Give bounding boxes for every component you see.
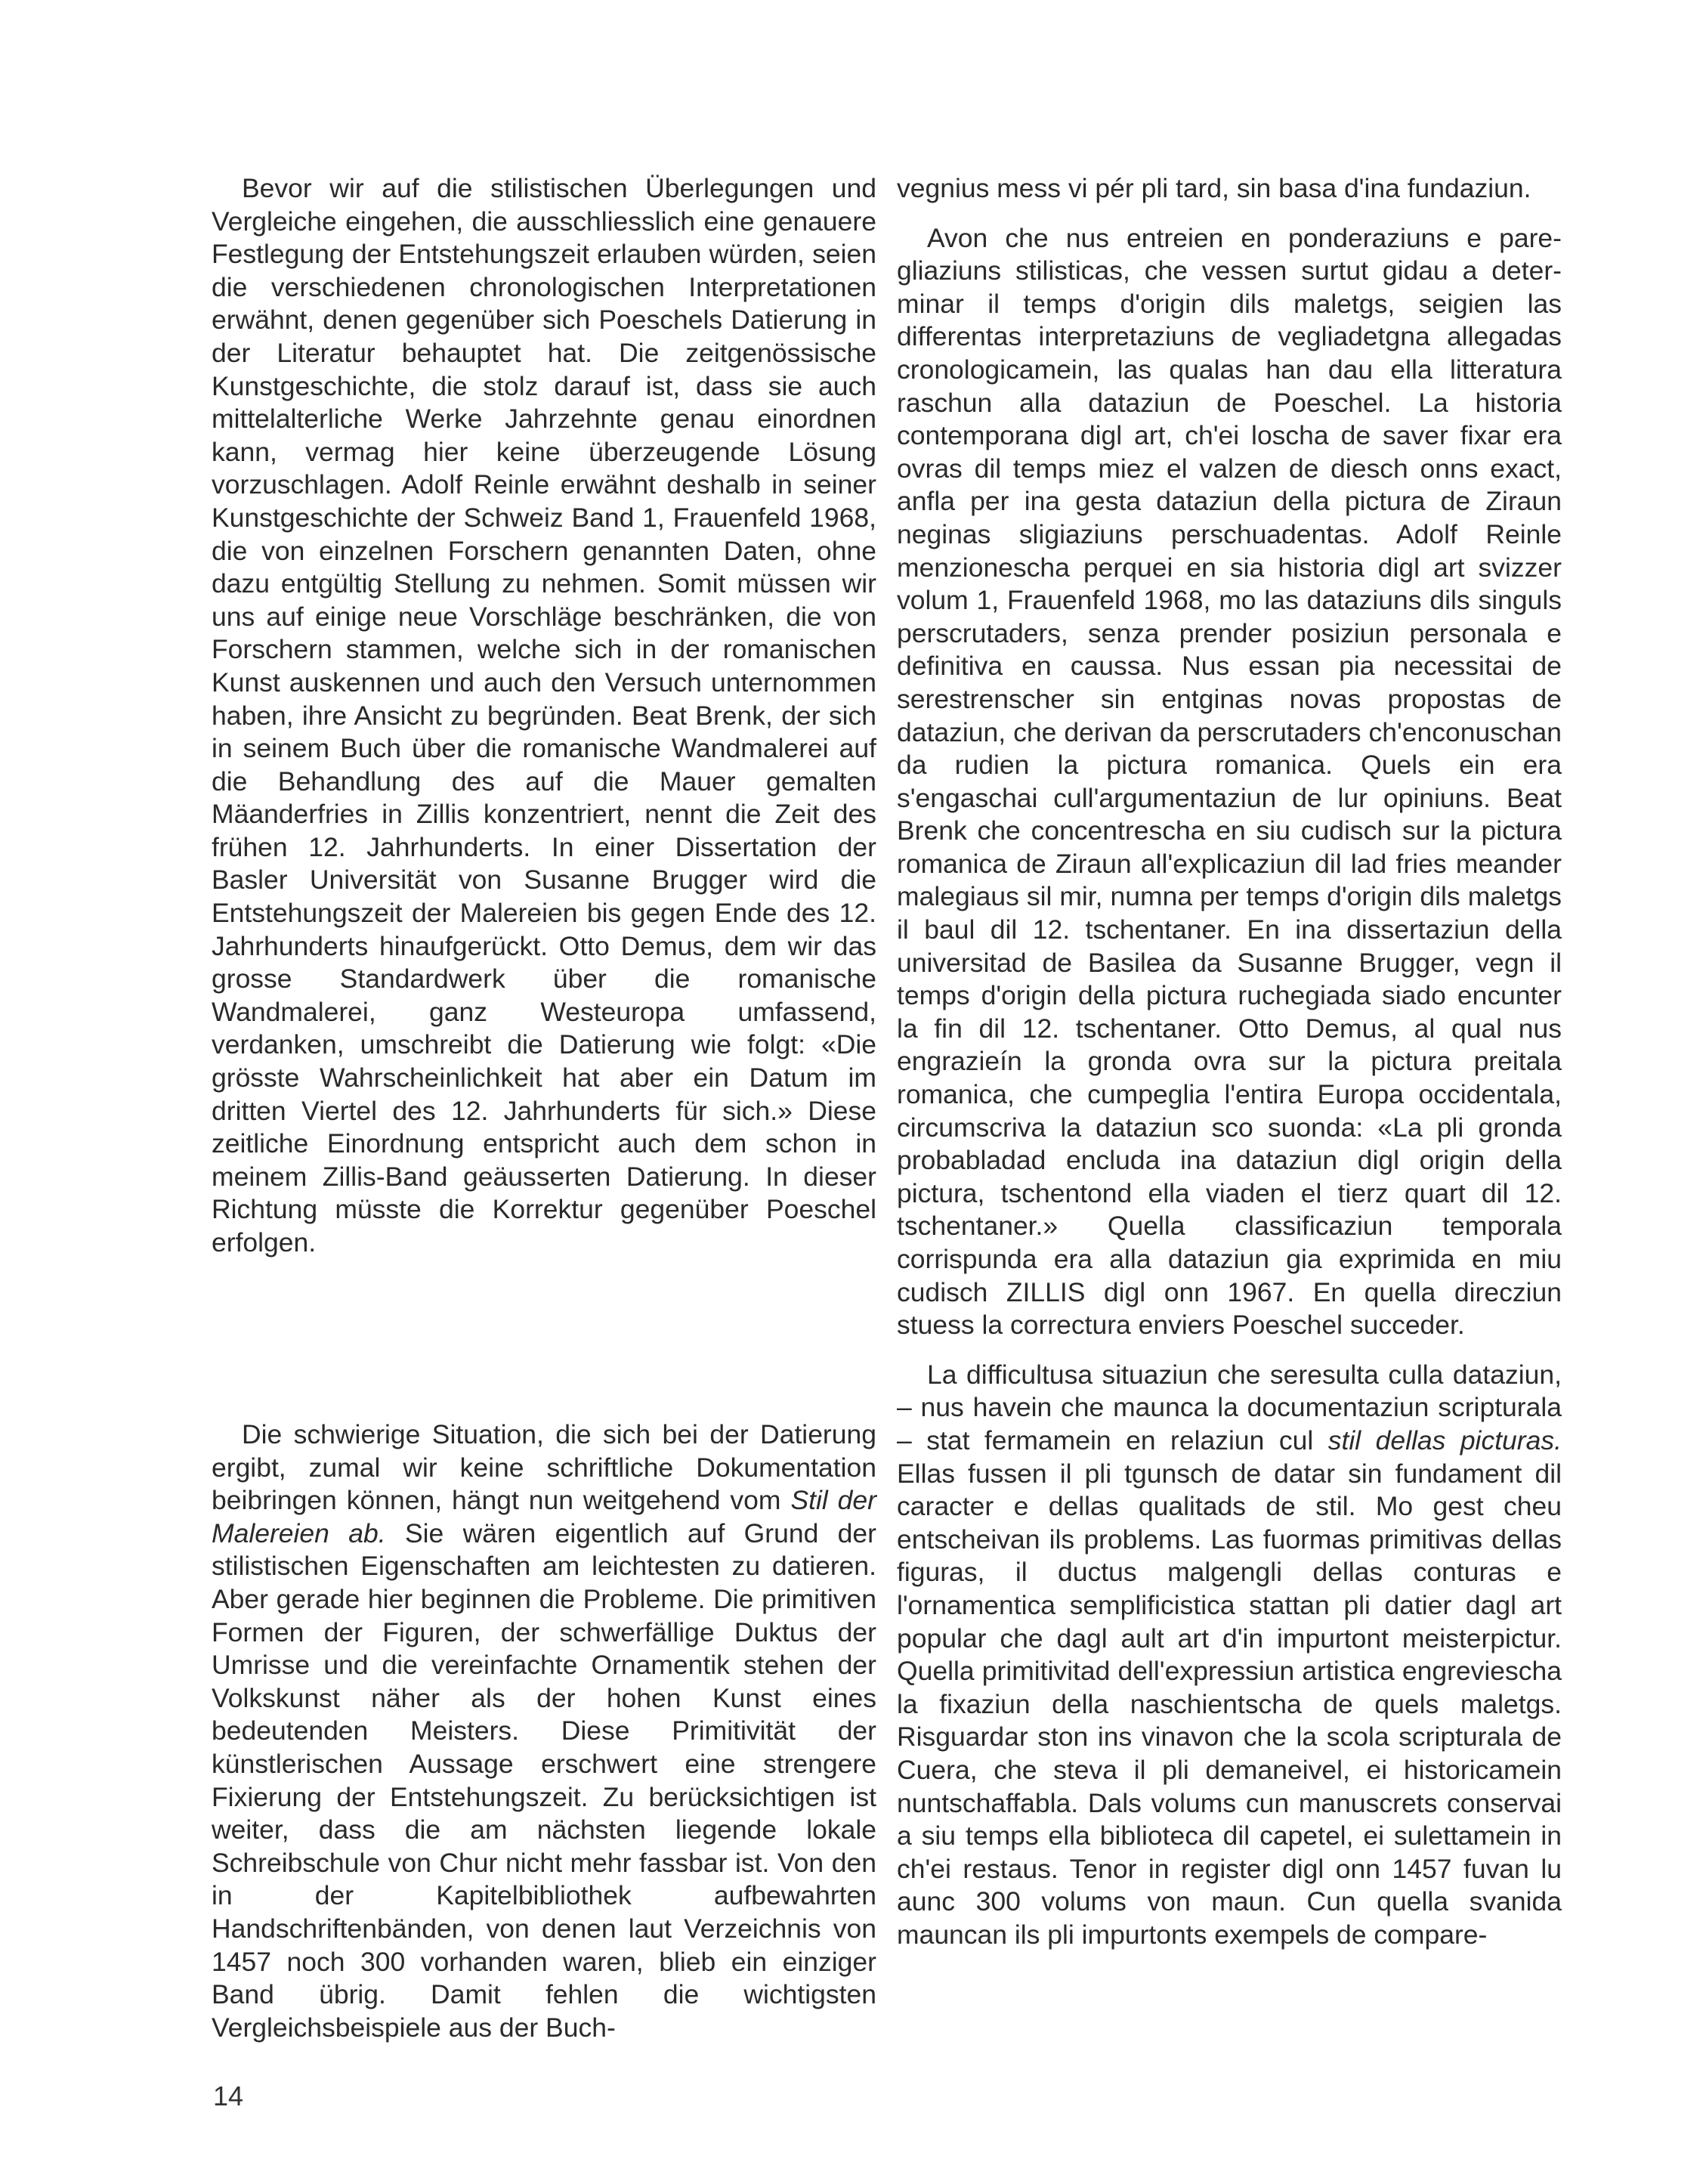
german-paragraph-2-end: Sie wären eigentlich auf Grund der stilistischen Eigenschaften am leichtesten zu datieren. Aber gerade hier beginnen die Probleme. Die primitiven Formen der Figuren, der schwerfällige Duktus der Umrisse und die vereinfachte Ornamentik stehen der Volkskunst näher als der hohen Kunst eines bedeutenden Meisters. Diese Primitivität der künstlerischen Aussage erschwert eine strengere Fixierung der Entstehungszeit. Zu berücksichtigen ist weiter, dass die am nächsten liegende lokale Schreibschule von Chur nicht mehr fassbar ist. Von den in der Kapitelbibliothek aufbewahrten Handschriftenbänden, von denen laut Verzeichnis von 1457 noch 300 vorhanden waren, blieb ein einziger Band übrig. Damit fehlen die wichtigsten Vergleichsbeispiele aus der Buch-: [212, 1517, 876, 2043]
romansh-paragraph-2-start: La difficultusa situaziun che seresulta culla dataziun, – nus havein che maunca la documentaziun scripturala – stat fermamein en relaziun cul: [897, 1359, 1562, 1455]
romansh-paragraph-2-end: Ellas fussen il pli tgunsch de datar sin fundament dil caracter e dellas qualitads de stil. Mo gest cheu entscheivan ils problems. Las fuormas primitivas dellas figuras, il ductus malgengli dellas conturas e l'ornamentica semplificistica stattan pli datier dagl art popular che dagl ault art d'in impurtont meisterpictur. Quella primitivitad dell'expressiun artistica engreviescha la fixaziun della naschientscha de quels maletgs. Risguardar ston ins vinavon che la scola scripturala de Cuera, che steva il pli demaneivel, ei historicamein nuntschaffabla. Dals volums cun manuscrets conservai a siu temps ella biblioteca dil capetel, ei sulettamein in ch'ei restaus. Tenor in register digl onn 1457 fuvan lu aunc 300 volums von maun. Cun quella svanida mauncan ils pli impurtonts exempels de compare-: [897, 1458, 1562, 1950]
page-number: 14: [213, 2080, 244, 2111]
german-paragraph-1: Bevor wir auf die stilistischen Überlegungen und Vergleiche eingehen, die ausschliesslich eine genauere Festlegung der Entstehungszeit erlauben würden, seien die verschiedenen chronologischen Interpretationen erwähnt, denen gegenüber sich Poeschels Datierung in der Literatur behauptet hat. Die zeitgenössische Kunstgeschichte, die stolz darauf ist, dass sie auch mittelalterliche Werke Jahrzehnte genau einordnen kann, vermag hier keine überzeugende Lösung vorzuschlagen. Adolf Reinle erwähnt deshalb in seiner Kunstgeschichte der Schweiz Band 1, Frauenfeld 1968, die von einzelnen Forschern genannten Daten, ohne dazu entgültig Stellung zu nehmen. Somit müssen wir uns auf einige neue Vorschläge beschränken, die von Forschern stammen, welche sich in der romanischen Kunst auskennen und auch den Versuch unternommen haben, ihre Ansicht zu begründen. Beat Brenk, der sich in seinem Buch über die romanische Wandmalerei auf die Behandlung des auf die Mauer gemalten Mäanderfries in Zillis konzentriert, nennt die Zeit des frühen 12. Jahrhunderts. In einer Dissertation der Basler Universität von Susanne Brugger wird die Entstehungszeit der Malereien bis gegen Ende des 12. Jahrhunderts hinaufgerückt. Otto Demus, dem wir das grosse Standardwerk über die romanische Wandmalerei, ganz Westeuropa umfassend, verdanken, umschreibt die Datierung wie folgt: «Die grösste Wahrscheinlichkeit hat aber ein Datum im dritten Viertel des 12. Jahrhunderts für sich.» Diese zeitliche Einordnung entspricht auch dem schon in meinem Zillis-Band geäusserten Datierung. In dieser Richtung müsste die Korrektur gegenüber Poeschel erfolgen.: [212, 173, 876, 1258]
romansh-paragraph-0: vegnius mess vi pér pli tard, sin basa d'ina fundaziun.: [897, 173, 1531, 203]
german-column-bottom: [212, 1418, 876, 2044]
romansh-column: [897, 172, 1562, 1951]
german-column-top: [212, 172, 876, 1260]
romansh-paragraph-1: Avon che nus entreien en ponderaziuns e paregliaziuns stilisticas, che vessen surtut gidau a determinar il temps d'origin dils maletgs, seigien las differentas interpretaziuns de vegliadetgna allegadas cronologicamein, las qualas han dau ella litteratura raschun alla dataziun de Poeschel. La historia contemporana digl art, ch'ei loscha de saver fixar era ovras dil temps miez el valzen de diesch onns exact, anfla per ina gesta dataziun della pictura de Ziraun neginas sligiaziuns perschuadentas. Adolf Reinle menzionescha perquei en sia historia digl art svizzer volum 1, Frauenfeld 1968, mo las dataziuns dils singuls perscrutaders, senza prender posiziun personala e definitiva en caussa. Nus essan pia necessitai de serestrenscher sin entginas novas propostas de dataziun, che derivan da perscrutaders ch'enconuschan da rudien la pictura romanica. Quels ein era s'engaschai cull'argumentaziun de lur opiniuns. Beat Brenk che concentrescha en siu cudisch sur la pictura romanica de Ziraun all'explicaziun dil lad fries meander malegiaus sil mir, numna per temps d'origin dils maletgs il baul dil 12. tschentaner. En ina dissertaziun della universitad de Basilea da Susanne Brugger, vegn il temps d'origin della pictura ruchegiada siado encunter la fin dil 12. tschentaner. Otto Demus, al qual nus engrazieín la gronda ovra sur la pictura preitala romanica, che cumpeglia l'entira Europa occidentala, circumscriva la dataziun sco suonda: «La pli gronda probabladad encluda ina dataziun digl origin della pictura, tschentond ella viaden el tierz quart dil 12. tschentaner.» Quella classificaziun temporala corrispunda era alla dataziun gia exprimida en miu cudisch ZILLIS digl onn 1967. En quella direcziun stuess la correctura enviers Poeschel succeder.: [897, 222, 1562, 1341]
german-paragraph-2-start: Die schwierige Situation, die sich bei der Datierung ergibt, zumal wir keine schriftliche Dokumentation beibringen können, hängt nun weitgehend vom: [212, 1419, 876, 1516]
romansh-paragraph-2: [897, 1359, 1562, 1952]
german-paragraph-2: [212, 1418, 876, 2044]
german-paragraph-2-italic: Stil der Malereien ab.: [212, 1485, 876, 1548]
romansh-paragraph-2-italic: stil dellas picturas.: [1327, 1425, 1562, 1455]
